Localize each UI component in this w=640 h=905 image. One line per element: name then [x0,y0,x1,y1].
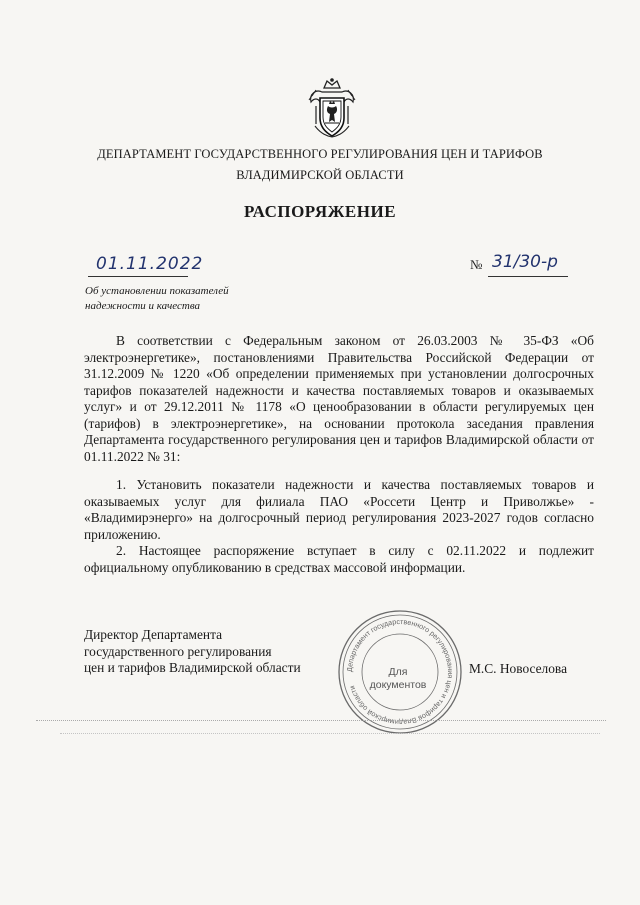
preamble-text: В соответствии с Федеральным законом от 26.03.2003 № 35-ФЗ «Об электроэнергетике», постановлениями Правительства Российской Федерации от 31.12.2009 № 1220 «Об определении применяемых при установлении долгосрочных тарифов показателей надежности и качества поставляемых товаров и оказываемых услуг» и от 29.12.2011 № 1178 «О ценообразовании в области регулируемых цен (тарифов) в электроэнергетике», на основании протокола заседания правления Департамента государственного регулирования цен и тарифов Владимирской области от 01.11.2022 № 31: [84,333,594,464]
position-line1: Директор Департамента [84,627,223,642]
number-sign: № [470,257,483,272]
order-item-2-text: 2. Настоящее распоряжение вступает в силу с 02.11.2022 и подлежит официальному опубликованию в средствах массовой информации. [84,543,594,575]
date-underline [88,276,188,277]
department-name-line2: ВЛАДИМИРСКОЙ ОБЛАСТИ [236,168,404,182]
position-line3: цен и тарифов Владимирской области [84,660,301,675]
stamp-inner-text [352,666,444,692]
document-title: РАСПОРЯЖЕНИЕ [243,202,397,221]
position-line2: государственного регулирования [84,643,272,659]
coat-of-arms-emblem [307,76,357,140]
preamble-paragraph [84,333,594,465]
document-subject [85,284,229,314]
document-date: 01.11.2022 [96,254,204,274]
document-number-value: 31/30-р [492,252,558,272]
stamp-ring-text: Департамент государственного регулирования цен и тарифов Владимирской области [344,616,456,728]
order-item-1 [84,477,594,543]
department-name-line1: ДЕПАРТАМЕНТ ГОСУДАРСТВЕННОГО РЕГУЛИРОВАНИЯ ЦЕН И ТАРИФОВ [97,147,543,161]
scan-artifact-line-2 [60,733,600,734]
subject-line2: надежности и качества [85,300,201,312]
scan-artifact-line [36,720,606,721]
stamp-inner-line2: документов [369,679,427,691]
order-item-2 [84,543,594,576]
number-underline [488,276,568,277]
stamp-inner-line1: Для [388,666,408,678]
signatory-position [84,627,301,677]
order-item-1-text: 1. Установить показатели надежности и качества поставляемых товаров и оказываемых услуг для филиала ПАО «Россети Центр и Приволжье» - «Владимирэнерго» на долгосрочный период регулирования 2023-2027 годов согласно приложению. [84,477,594,542]
subject-line1: Об установлении показателей [85,285,229,297]
signer-name: М.С. Новоселова [469,661,568,676]
